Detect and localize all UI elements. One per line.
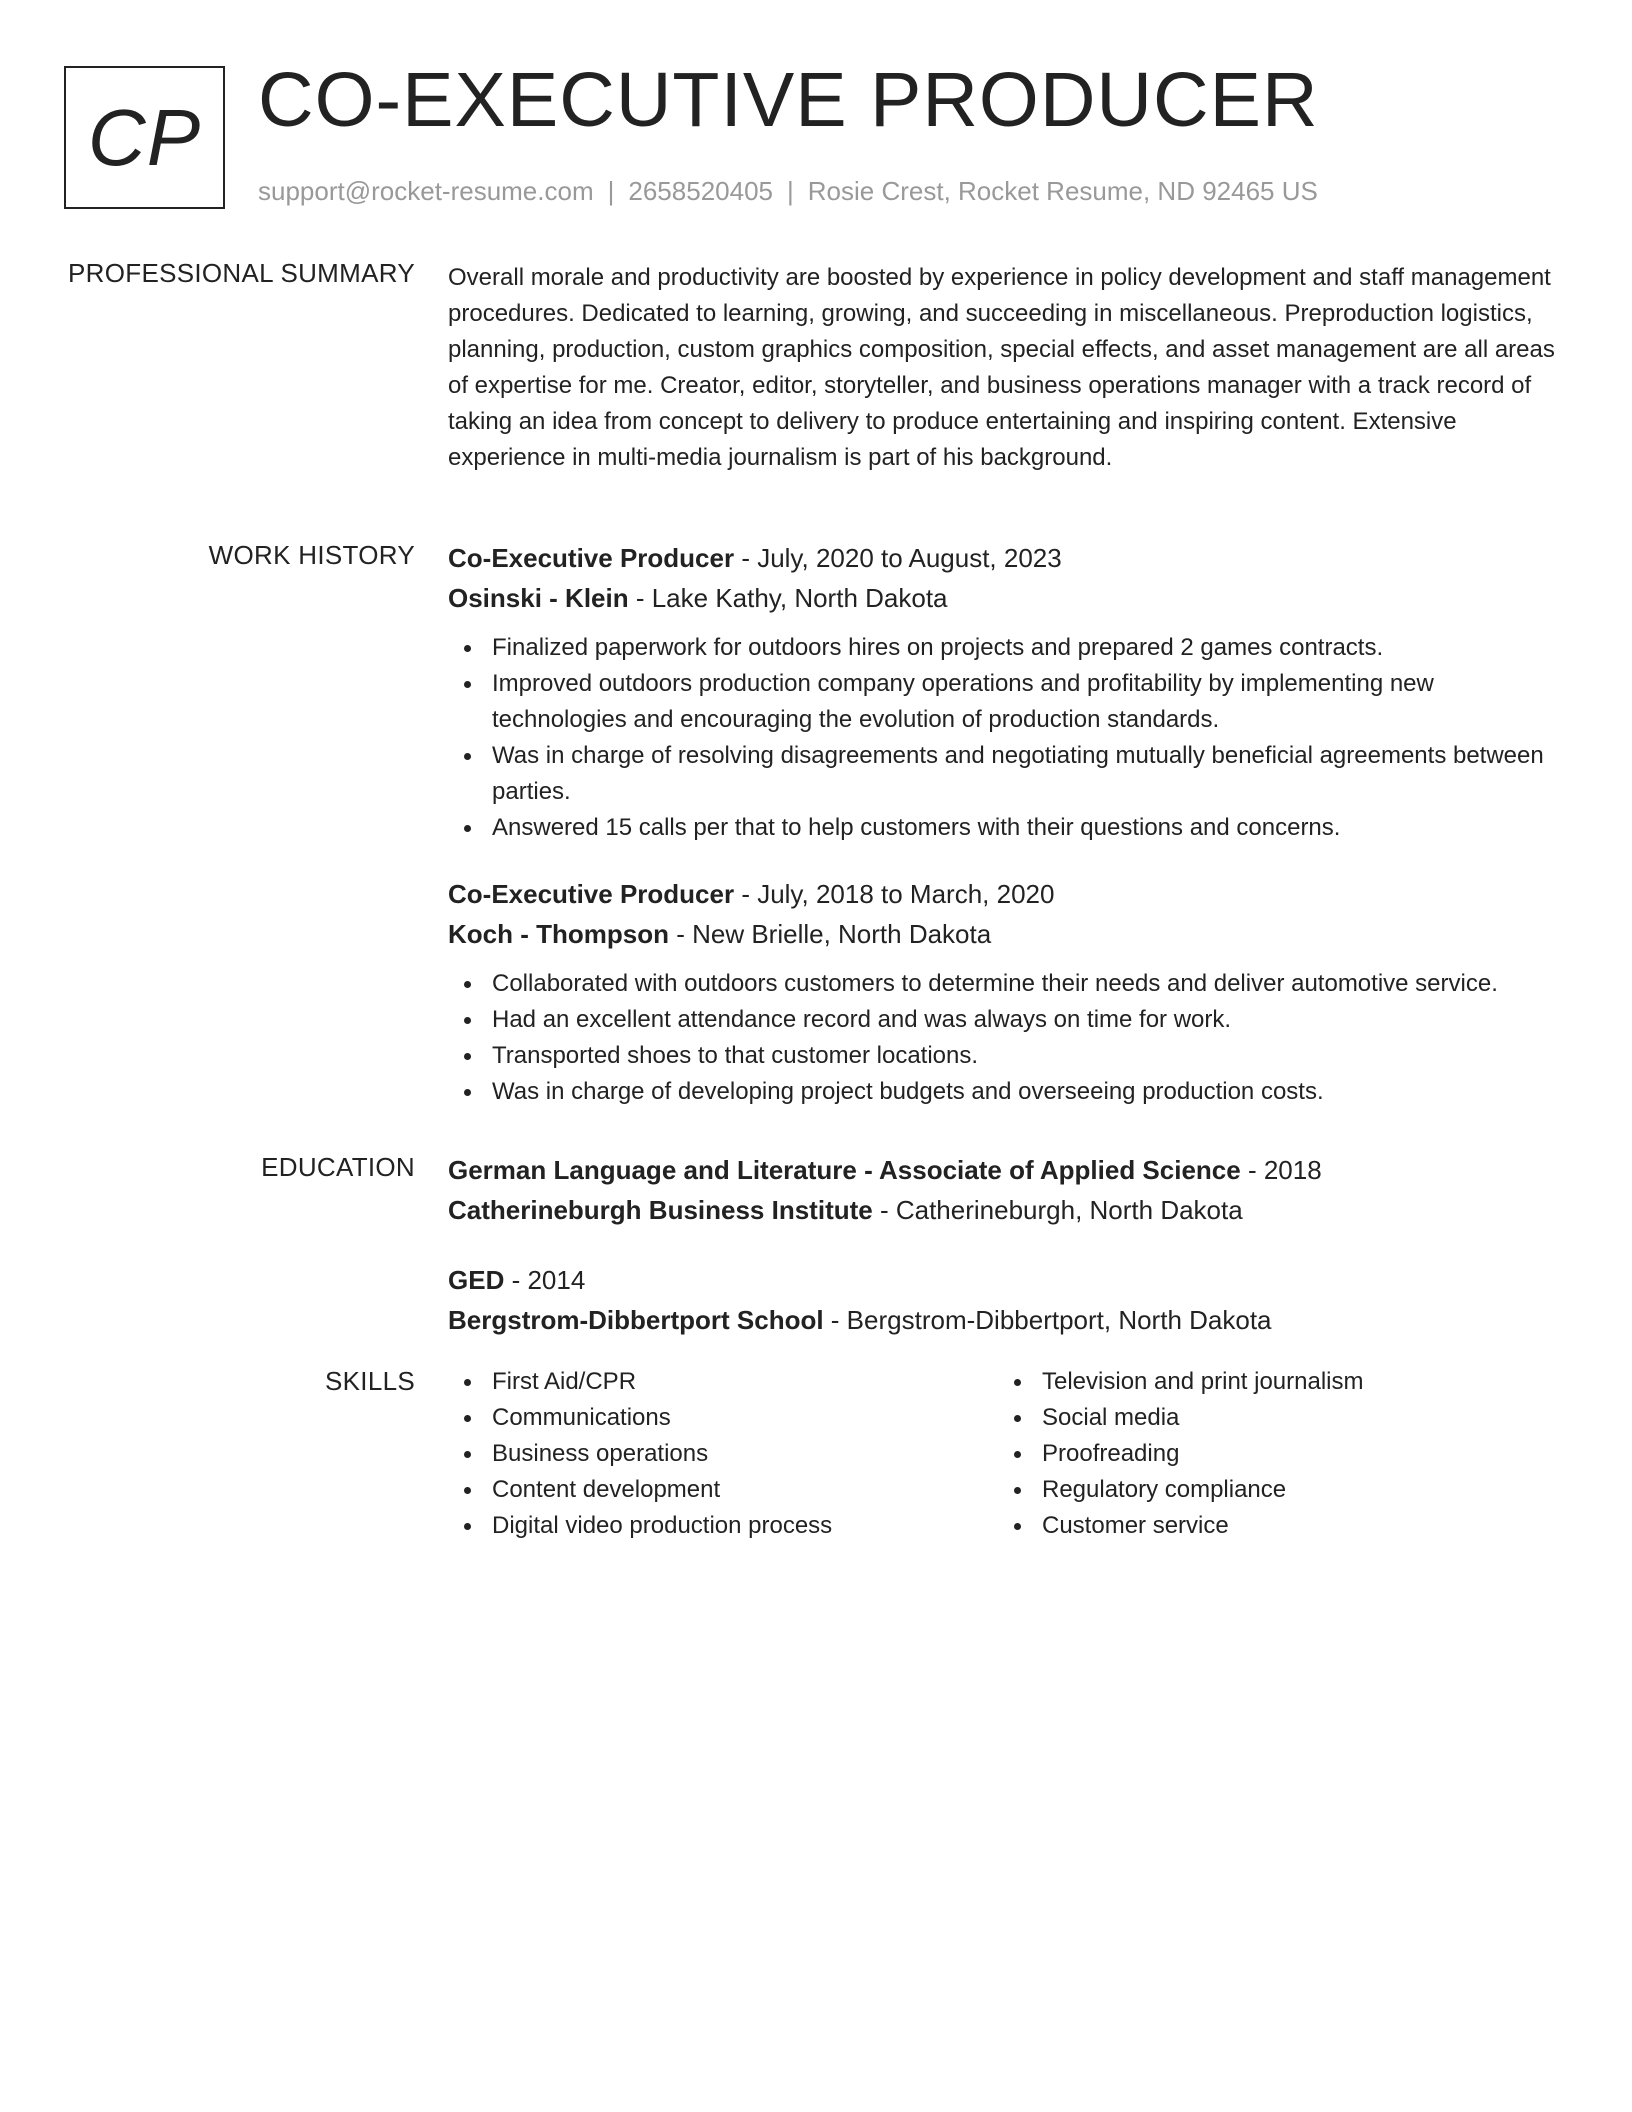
job-company: Osinski - Klein	[448, 583, 629, 613]
list-item: Regulatory compliance	[998, 1472, 1548, 1508]
skills-grid	[448, 1364, 1568, 1544]
job-entry	[448, 538, 1568, 846]
list-item: Collaborated with outdoors customers to determine their needs and deliver automotive service.	[448, 966, 1568, 1002]
education-body	[448, 1150, 1568, 1340]
list-item: Television and print journalism	[998, 1364, 1548, 1400]
job-bullets	[448, 630, 1568, 846]
job-title-line	[448, 538, 1568, 578]
degree-line	[448, 1150, 1568, 1190]
skills-list-right	[998, 1364, 1548, 1544]
list-item: Communications	[448, 1400, 998, 1436]
school: Bergstrom-Dibbertport School	[448, 1305, 824, 1335]
contact-line	[258, 176, 1318, 207]
job-bullets	[448, 966, 1568, 1110]
contact-separator: |	[787, 176, 794, 206]
list-item: Business operations	[448, 1436, 998, 1472]
summary-label: PROFESSIONAL SUMMARY	[68, 258, 415, 288]
job-title: Co-Executive Producer	[448, 879, 735, 909]
school-location: - Catherineburgh, North Dakota	[872, 1195, 1243, 1225]
list-item: Transported shoes to that customer locations.	[448, 1038, 1568, 1074]
school-location: - Bergstrom-Dibbertport, North Dakota	[823, 1305, 1272, 1335]
job-dates: - July, 2018 to March, 2020	[734, 879, 1055, 909]
skills-list-left	[448, 1364, 998, 1544]
list-item: Improved outdoors production company operations and profitability by implementing new technologies and encouraging the evolution of production standards.	[448, 666, 1568, 738]
summary-text: Overall morale and productivity are boosted by experience in policy development and staff management procedures. Dedicated to learning, growing, and succeeding in miscellaneous. Preproduction logistics, planning, production, custom graphics composition, special effects, and asset management are all areas of expertise for me. Creator, editor, storyteller, and business operations manager with a track record of taking an idea from concept to delivery to produce entertaining and inspiring content. Extensive experience in multi-media journalism is part of his background.	[448, 264, 1555, 471]
school-line	[448, 1300, 1568, 1340]
school: Catherineburgh Business Institute	[448, 1195, 873, 1225]
degree-line	[448, 1260, 1568, 1300]
education-label: EDUCATION	[261, 1152, 415, 1182]
monogram-box	[64, 66, 225, 209]
list-item: Proofreading	[998, 1436, 1548, 1472]
degree: GED	[448, 1265, 505, 1295]
education-entry	[448, 1260, 1568, 1340]
list-item: Digital video production process	[448, 1508, 998, 1544]
contact-address: Rosie Crest, Rocket Resume, ND 92465 US	[807, 176, 1318, 206]
job-title-line	[448, 874, 1568, 914]
education-entry	[448, 1150, 1568, 1230]
contact-phone: 2658520405	[628, 176, 773, 206]
list-item: First Aid/CPR	[448, 1364, 998, 1400]
degree: German Language and Literature - Associate of Applied Science	[448, 1155, 1241, 1185]
list-item: Had an excellent attendance record and was always on time for work.	[448, 1002, 1568, 1038]
degree-year: - 2014	[504, 1265, 586, 1295]
job-company: Koch - Thompson	[448, 919, 669, 949]
list-item: Was in charge of developing project budgets and overseeing production costs.	[448, 1074, 1568, 1110]
work-history-body	[448, 538, 1568, 1110]
list-item: Customer service	[998, 1508, 1548, 1544]
job-dates: - July, 2020 to August, 2023	[734, 543, 1062, 573]
monogram-initials: CP	[87, 92, 202, 182]
list-item: Social media	[998, 1400, 1548, 1436]
list-item: Content development	[448, 1472, 998, 1508]
degree-year: - 2018	[1240, 1155, 1322, 1185]
contact-separator: |	[607, 176, 615, 206]
job-title: Co-Executive Producer	[448, 543, 735, 573]
skills-body	[448, 1364, 1568, 1544]
page-title: CO-EXECUTIVE PRODUCER	[258, 57, 1319, 143]
contact-email: support@rocket-resume.com	[258, 176, 594, 206]
job-company-line	[448, 914, 1568, 954]
list-item: Finalized paperwork for outdoors hires on projects and prepared 2 games contracts.	[448, 630, 1568, 666]
school-line	[448, 1190, 1568, 1230]
skills-label: SKILLS	[325, 1366, 415, 1396]
list-item: Answered 15 calls per that to help customers with their questions and concerns.	[448, 810, 1568, 846]
list-item: Was in charge of resolving disagreements and negotiating mutually beneficial agreements between parties.	[448, 738, 1568, 810]
job-location: - New Brielle, North Dakota	[668, 919, 992, 949]
work-history-label: WORK HISTORY	[208, 540, 415, 570]
job-entry	[448, 874, 1568, 1110]
job-company-line	[448, 578, 1568, 618]
job-location: - Lake Kathy, North Dakota	[628, 583, 948, 613]
